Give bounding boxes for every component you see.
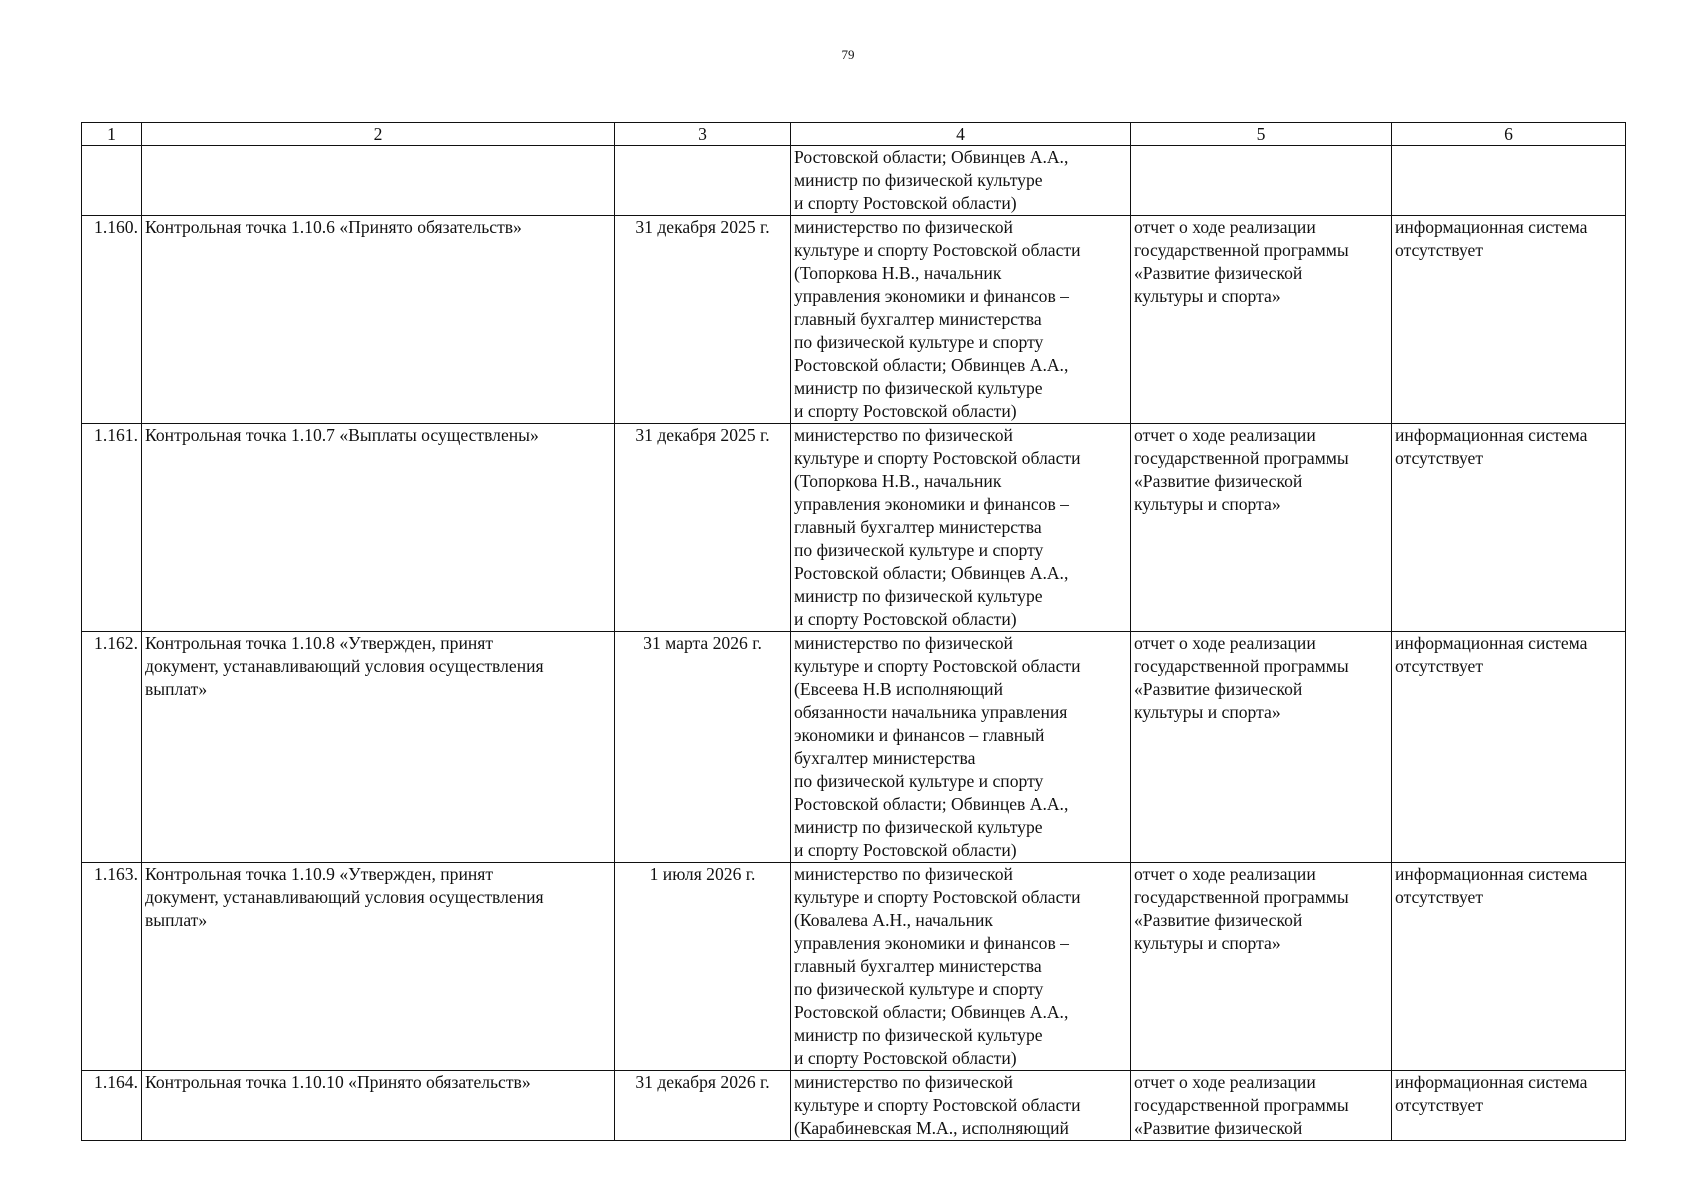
cell-text-line: министерство по физической — [794, 633, 1013, 653]
control-point-name-cell — [142, 424, 615, 632]
header-col-4: 4 — [791, 123, 1131, 146]
confirming-document-cell — [1131, 863, 1392, 1071]
cell-text-line: министерство по физической — [794, 864, 1013, 884]
cell-text-line: отсутствует — [1395, 1095, 1484, 1115]
cell-text-line: министр по физической культуре — [794, 170, 1043, 190]
control-point-name-cell — [142, 863, 615, 1071]
table-row — [82, 216, 1626, 424]
table-row — [82, 146, 1626, 216]
cell-text-line: информационная система — [1395, 633, 1588, 653]
cell-text-line: Ростовской области; Обвинцев А.А., — [794, 147, 1069, 167]
confirming-document-cell — [1131, 424, 1392, 632]
cell-text-line: министерство по физической — [794, 1072, 1013, 1092]
cell-text-line: культуре и спорту Ростовской области — [794, 240, 1081, 260]
cell-text-line: культуре и спорту Ростовской области — [794, 887, 1081, 907]
control-point-name-cell — [142, 1071, 615, 1141]
cell-text-line: отсутствует — [1395, 887, 1484, 907]
cell-text-line: культуры и спорта» — [1134, 286, 1281, 306]
cell-text-line: выплат» — [145, 679, 208, 699]
cell-text-line: Ростовской области; Обвинцев А.А., — [794, 794, 1069, 814]
cell-text-line: обязанности начальника управления — [794, 702, 1068, 722]
header-col-3: 3 — [615, 123, 791, 146]
cell-text-line: управления экономики и финансов – — [794, 933, 1069, 953]
responsible-executor-cell — [791, 863, 1131, 1071]
table-row — [82, 424, 1626, 632]
cell-text-line: Контрольная точка 1.10.6 «Принято обязательств» — [145, 217, 522, 237]
cell-text-line: государственной программы — [1134, 448, 1349, 468]
cell-text-line: информационная система — [1395, 1072, 1588, 1092]
cell-text-line: Ростовской области; Обвинцев А.А., — [794, 355, 1069, 375]
row-number-cell: 1.162. — [82, 632, 142, 863]
cell-text-line: Контрольная точка 1.10.8 «Утвержден, принят — [145, 633, 494, 653]
header-col-2: 2 — [142, 123, 615, 146]
information-system-cell — [1392, 424, 1626, 632]
cell-text-line: (Топоркова Н.В., начальник — [794, 471, 1002, 491]
cell-text-line: и спорту Ростовской области) — [794, 609, 1017, 629]
cell-text-line: по физической культуре и спорту — [794, 332, 1044, 352]
deadline-date-cell: 31 декабря 2026 г. — [615, 1071, 791, 1141]
cell-text-line: государственной программы — [1134, 240, 1349, 260]
information-system-cell — [1392, 146, 1626, 216]
cell-text-line: управления экономики и финансов – — [794, 494, 1069, 514]
cell-text-line: главный бухгалтер министерства — [794, 956, 1042, 976]
cell-text-line: и спорту Ростовской области) — [794, 1048, 1017, 1068]
control-point-name-cell — [142, 216, 615, 424]
deadline-date-cell: 1 июля 2026 г. — [615, 863, 791, 1071]
cell-text-line: и спорту Ростовской области) — [794, 840, 1017, 860]
responsible-executor-cell — [791, 1071, 1131, 1141]
cell-text-line: и спорту Ростовской области) — [794, 193, 1017, 213]
table-row — [82, 1071, 1626, 1141]
cell-text-line: министр по физической культуре — [794, 1025, 1043, 1045]
cell-text-line: культуры и спорта» — [1134, 494, 1281, 514]
responsible-executor-cell — [791, 424, 1131, 632]
cell-text-line: Ростовской области; Обвинцев А.А., — [794, 563, 1069, 583]
cell-text-line: отчет о ходе реализации — [1134, 864, 1316, 884]
cell-text-line: культуре и спорту Ростовской области — [794, 448, 1081, 468]
cell-text-line: министр по физической культуре — [794, 378, 1043, 398]
cell-text-line: (Топоркова Н.В., начальник — [794, 263, 1002, 283]
table-row — [82, 863, 1626, 1071]
header-col-6: 6 — [1392, 123, 1626, 146]
cell-text-line: министерство по физической — [794, 425, 1013, 445]
cell-text-line: отсутствует — [1395, 656, 1484, 676]
cell-text-line: информационная система — [1395, 425, 1588, 445]
cell-text-line: «Развитие физической — [1134, 263, 1303, 283]
cell-text-line: «Развитие физической — [1134, 679, 1303, 699]
cell-text-line: министр по физической культуре — [794, 586, 1043, 606]
deadline-date-cell: 31 декабря 2025 г. — [615, 216, 791, 424]
responsible-executor-cell — [791, 146, 1131, 216]
cell-text-line: бухгалтер министерства — [794, 748, 976, 768]
cell-text-line: (Ковалева А.Н., начальник — [794, 910, 993, 930]
cell-text-line: Контрольная точка 1.10.9 «Утвержден, принят — [145, 864, 494, 884]
information-system-cell — [1392, 1071, 1626, 1141]
deadline-date-cell: 31 декабря 2025 г. — [615, 424, 791, 632]
control-point-name-cell — [142, 146, 615, 216]
cell-text-line: «Развитие физической — [1134, 471, 1303, 491]
cell-text-line: государственной программы — [1134, 656, 1349, 676]
deadline-date-cell — [615, 146, 791, 216]
cell-text-line: по физической культуре и спорту — [794, 771, 1044, 791]
cell-text-line: Ростовской области; Обвинцев А.А., — [794, 1002, 1069, 1022]
table-row — [82, 632, 1626, 863]
control-points-table — [81, 122, 1626, 1141]
cell-text-line: главный бухгалтер министерства — [794, 309, 1042, 329]
table-header-row — [82, 123, 1626, 146]
cell-text-line: министр по физической культуре — [794, 817, 1043, 837]
cell-text-line: и спорту Ростовской области) — [794, 401, 1017, 421]
cell-text-line: министерство по физической — [794, 217, 1013, 237]
row-number-cell: 1.160. — [82, 216, 142, 424]
cell-text-line: отчет о ходе реализации — [1134, 633, 1316, 653]
cell-text-line: культуры и спорта» — [1134, 933, 1281, 953]
cell-text-line: отчет о ходе реализации — [1134, 425, 1316, 445]
page-number: 79 — [841, 47, 855, 62]
cell-text-line: (Карабиневская М.А., исполняющий — [794, 1118, 1069, 1138]
cell-text-line: отчет о ходе реализации — [1134, 1072, 1316, 1092]
cell-text-line: государственной программы — [1134, 887, 1349, 907]
cell-text-line: Контрольная точка 1.10.7 «Выплаты осуществлены» — [145, 425, 539, 445]
cell-text-line: документ, устанавливающий условия осуществления — [145, 887, 544, 907]
cell-text-line: «Развитие физической — [1134, 1118, 1303, 1138]
information-system-cell — [1392, 632, 1626, 863]
cell-text-line: Контрольная точка 1.10.10 «Принято обязательств» — [145, 1072, 531, 1092]
information-system-cell — [1392, 863, 1626, 1071]
cell-text-line: по физической культуре и спорту — [794, 979, 1044, 999]
row-number-cell: 1.164. — [82, 1071, 142, 1141]
cell-text-line: главный бухгалтер министерства — [794, 517, 1042, 537]
information-system-cell — [1392, 216, 1626, 424]
cell-text-line: культуре и спорту Ростовской области — [794, 656, 1081, 676]
cell-text-line: экономики и финансов – главный — [794, 725, 1045, 745]
header-col-1: 1 — [82, 123, 142, 146]
cell-text-line: информационная система — [1395, 217, 1588, 237]
deadline-date-cell: 31 марта 2026 г. — [615, 632, 791, 863]
table-body — [82, 146, 1626, 1141]
responsible-executor-cell — [791, 216, 1131, 424]
responsible-executor-cell — [791, 632, 1131, 863]
cell-text-line: отсутствует — [1395, 240, 1484, 260]
row-number-cell — [82, 146, 142, 216]
confirming-document-cell — [1131, 146, 1392, 216]
row-number-cell: 1.163. — [82, 863, 142, 1071]
cell-text-line: информационная система — [1395, 864, 1588, 884]
cell-text-line: по физической культуре и спорту — [794, 540, 1044, 560]
cell-text-line: (Евсеева Н.В исполняющий — [794, 679, 1003, 699]
cell-text-line: выплат» — [145, 910, 208, 930]
control-point-name-cell — [142, 632, 615, 863]
cell-text-line: управления экономики и финансов – — [794, 286, 1069, 306]
confirming-document-cell — [1131, 632, 1392, 863]
confirming-document-cell — [1131, 1071, 1392, 1141]
cell-text-line: «Развитие физической — [1134, 910, 1303, 930]
cell-text-line: отсутствует — [1395, 448, 1484, 468]
cell-text-line: культуры и спорта» — [1134, 702, 1281, 722]
cell-text-line: документ, устанавливающий условия осуществления — [145, 656, 544, 676]
row-number-cell: 1.161. — [82, 424, 142, 632]
cell-text-line: государственной программы — [1134, 1095, 1349, 1115]
header-col-5: 5 — [1131, 123, 1392, 146]
cell-text-line: культуре и спорту Ростовской области — [794, 1095, 1081, 1115]
confirming-document-cell — [1131, 216, 1392, 424]
cell-text-line: отчет о ходе реализации — [1134, 217, 1316, 237]
